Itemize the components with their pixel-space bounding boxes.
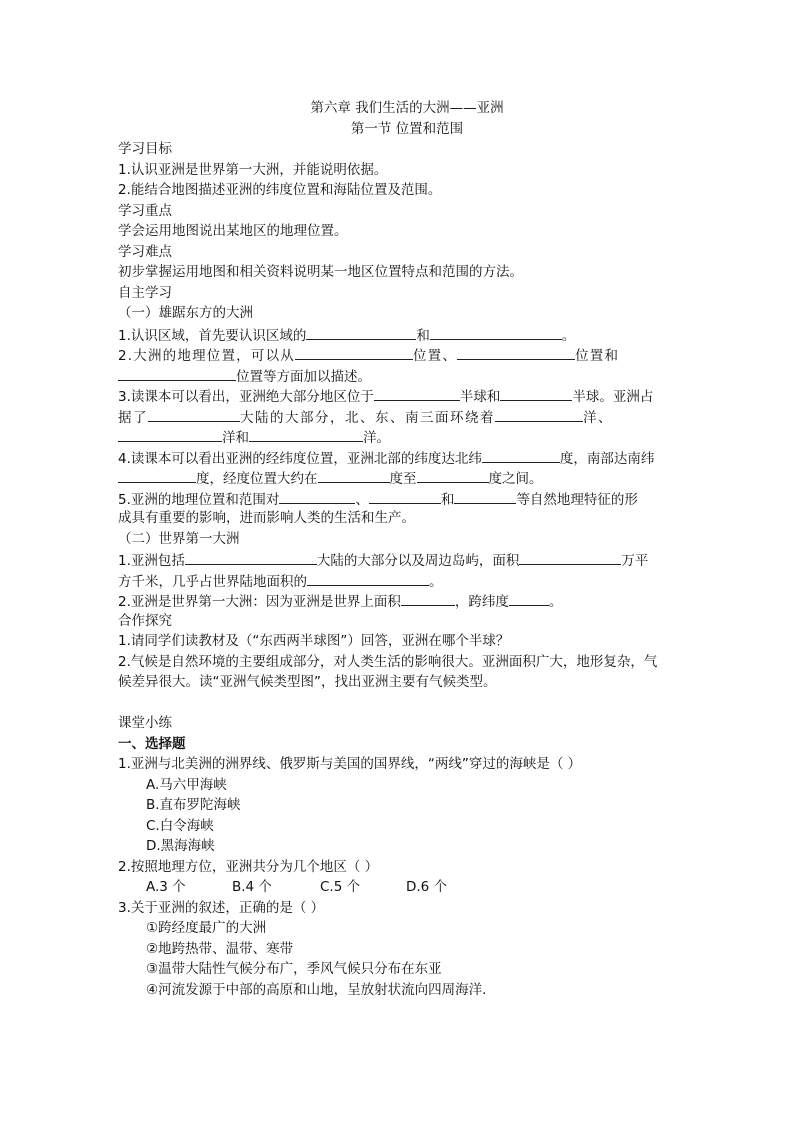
cooperation-heading: 合作探究	[118, 612, 172, 629]
answer-blank[interactable]	[500, 385, 572, 401]
answer-blank[interactable]	[509, 590, 549, 606]
self-study-question-3-cont: 据了 大陆的大部分，北、东、南三面环绕着 洋、	[118, 406, 678, 427]
answer-blank[interactable]	[482, 447, 560, 463]
self-study-question-3: 3.读课本可以看出，亚洲绝大部分地区位于 半球和 半球。亚洲占	[118, 385, 678, 406]
self-study-part2-question-2: 2.亚洲是世界第一大洲：因为亚洲是世界上面积 ，跨纬度 。	[118, 590, 678, 611]
answer-blank[interactable]	[249, 426, 363, 442]
option-d[interactable]: D.黑海海峡	[146, 838, 215, 854]
answer-blank[interactable]	[185, 549, 317, 565]
answer-blank[interactable]	[454, 488, 516, 504]
answer-blank[interactable]	[318, 467, 390, 483]
option-c[interactable]: C.白令海峡	[146, 817, 214, 834]
practice-question-2: 2.按照地理方位，亚洲共分为几个地区（ ）	[118, 858, 379, 875]
cooperation-question-2: 2.气候是自然环境的主要组成部分，对人类生活的影响很大。亚洲面积广大，地形复杂，气	[118, 653, 658, 670]
self-study-question-4-cont: 度，经度位置大约在 度至 度之间。	[118, 467, 678, 488]
self-study-question-1: 1.认识区域，首先要认识区域的 和 。	[118, 324, 678, 345]
answer-blank[interactable]	[519, 549, 621, 565]
key-points-heading: 学习重点	[118, 202, 172, 219]
self-study-heading: 自主学习	[118, 284, 172, 301]
practice-question-3: 3.关于亚洲的叙述，正确的是（ ）	[118, 899, 325, 916]
answer-blank[interactable]	[417, 467, 489, 483]
self-study-part1-title: （一）雄踞东方的大洲	[118, 305, 253, 321]
statement-1: ①跨经度最广的大洲	[146, 920, 267, 936]
answer-blank[interactable]	[495, 406, 583, 422]
answer-blank[interactable]	[295, 344, 413, 360]
objective-item-1: 1.认识亚洲是世界第一大洲，并能说明依据。	[118, 161, 388, 178]
worksheet-page	[118, 98, 678, 1000]
self-study-question-5: 5.亚洲的地理位置和范围对 、 和 等自然地理特征的形	[118, 488, 678, 509]
self-study-question-5-cont: 成具有重要的影响，进而影响人类的生活和生产。	[118, 510, 415, 526]
answer-blank[interactable]	[430, 324, 562, 340]
self-study-question-2-cont: 位置等方面加以描述。	[118, 365, 678, 386]
practice-question-2-options	[118, 877, 678, 898]
objectives-heading: 学习目标	[118, 141, 172, 157]
self-study-question-2: 2.大洲的地理位置，可以从 位置、 位置和	[118, 344, 678, 365]
answer-blank[interactable]	[369, 488, 441, 504]
difficulties-text: 初步掌握运用地图和相关资料说明某一地区位置特点和范围的方法。	[118, 264, 523, 280]
answer-blank[interactable]	[118, 426, 222, 442]
option-b[interactable]: B.直布罗陀海峡	[146, 797, 241, 813]
self-study-part2-question-1-cont: 方千米，几乎占世界陆地面积的 。	[118, 570, 678, 591]
option-a[interactable]: A.马六甲海峡	[146, 776, 227, 793]
answer-blank[interactable]	[148, 406, 240, 422]
practice-heading: 课堂小练	[118, 715, 172, 731]
answer-blank[interactable]	[306, 324, 416, 340]
chapter-title: 第六章 我们生活的大洲——亚洲	[310, 100, 504, 116]
option-a[interactable]: A.3 个	[146, 879, 186, 895]
statement-3: ③温带大陆性气候分布广，季风气候只分布在东亚	[146, 961, 442, 977]
answer-blank[interactable]	[374, 385, 460, 401]
answer-blank[interactable]	[307, 570, 429, 586]
answer-blank[interactable]	[457, 344, 575, 360]
cooperation-question-1: 1.请同学们读教材及（“东西两半球图”）回答，亚洲在哪个半球？	[118, 633, 510, 649]
statement-2: ②地跨热带、温带、寒带	[146, 940, 294, 957]
self-study-question-4: 4.读课本可以看出亚洲的经纬度位置，亚洲北部的纬度达北纬 度，南部达南纬	[118, 447, 678, 468]
practice-question-1: 1.亚洲与北美洲的洲界线、俄罗斯与美国的国界线，“两线”穿过的海峡是（ ）	[118, 756, 582, 772]
option-b[interactable]: B.4 个	[232, 879, 272, 895]
self-study-part2-title: （二）世界第一大洲	[118, 530, 240, 547]
key-points-text: 学会运用地图说出某地区的地理位置。	[118, 223, 348, 239]
statement-4: ④河流发源于中部的高原和山地，呈放射状流向四周海洋.	[146, 981, 487, 998]
answer-blank[interactable]	[118, 467, 196, 483]
section-title: 第一节 位置和范围	[350, 120, 464, 137]
option-d[interactable]: D.6 个	[406, 879, 448, 895]
answer-blank[interactable]	[118, 365, 236, 381]
cooperation-question-2-cont: 候差异很大。读“亚洲气候类型图”，找出亚洲主要有气候类型。	[118, 674, 497, 690]
difficulties-heading: 学习难点	[118, 243, 172, 260]
self-study-part2-question-1: 1.亚洲包括 大陆的大部分以及周边岛屿，面积 万平	[118, 549, 678, 570]
self-study-question-3-cont2: 洋和 洋。	[118, 426, 678, 447]
spacer	[118, 693, 678, 714]
objective-item-2: 2.能结合地图描述亚洲的纬度位置和海陆位置及范围。	[118, 182, 442, 198]
answer-blank[interactable]	[401, 590, 455, 606]
answer-blank[interactable]	[279, 488, 355, 504]
multiple-choice-heading: 一、选择题	[118, 735, 186, 752]
option-c[interactable]: C.5 个	[320, 879, 361, 895]
